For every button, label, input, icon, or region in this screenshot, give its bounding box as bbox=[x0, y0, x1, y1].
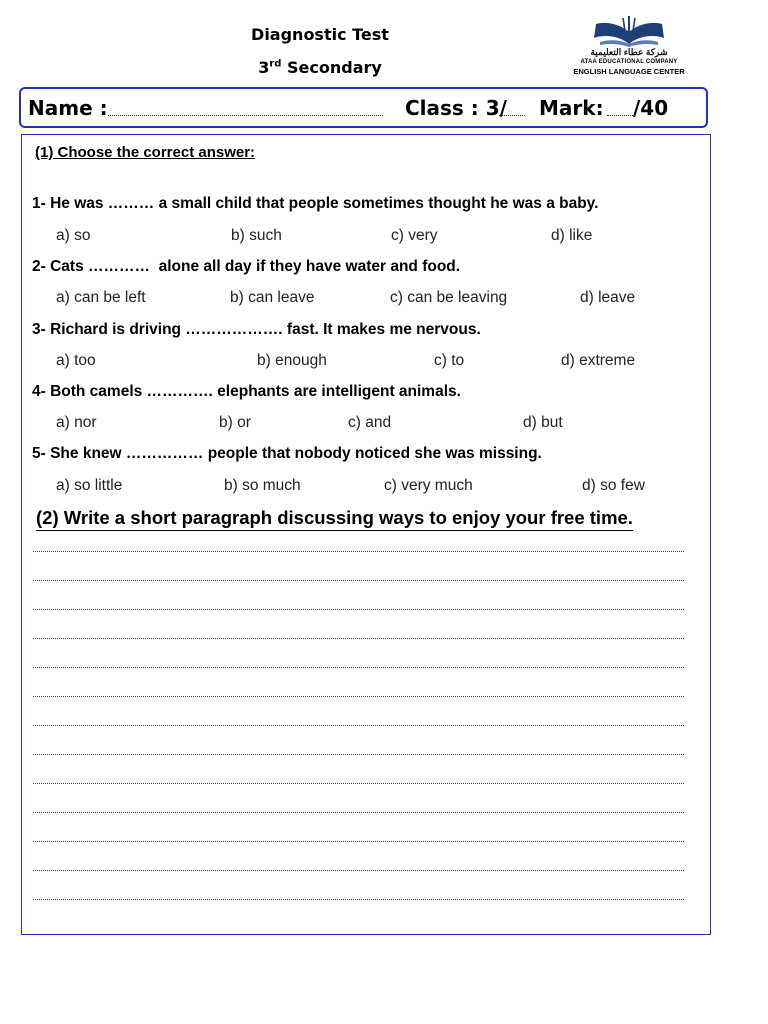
q3-option-c[interactable]: c) to bbox=[434, 352, 465, 369]
q4-option-b[interactable]: b) or bbox=[219, 414, 251, 431]
q5-option-d[interactable]: d) so few bbox=[582, 477, 645, 494]
writing-line[interactable] bbox=[33, 783, 684, 784]
writing-line[interactable] bbox=[33, 754, 684, 755]
question-3: 3- Richard is driving ………………. fast. It makes me nervous. bbox=[32, 321, 481, 338]
q4-option-c[interactable]: c) and bbox=[348, 414, 392, 431]
class-field[interactable] bbox=[499, 115, 525, 116]
q1-option-c[interactable]: c) very bbox=[391, 227, 438, 244]
mark-label: Mark: bbox=[539, 96, 604, 120]
writing-line[interactable] bbox=[33, 580, 684, 581]
grade-suffix: rd bbox=[269, 58, 282, 70]
q1-option-a[interactable]: a) so bbox=[56, 227, 91, 244]
q3-option-a[interactable]: a) too bbox=[56, 352, 96, 369]
test-content-box bbox=[21, 134, 711, 935]
writing-line[interactable] bbox=[33, 725, 684, 726]
section1-heading: (1) Choose the correct answer: bbox=[35, 144, 256, 161]
writing-line[interactable] bbox=[33, 609, 684, 610]
logo-company-text: ATAA EDUCATIONAL COMPANY bbox=[580, 59, 678, 65]
grade-number: 3 bbox=[258, 58, 270, 77]
writing-line[interactable] bbox=[33, 899, 684, 900]
q2-option-a[interactable]: a) can be left bbox=[56, 289, 146, 306]
student-info-bar bbox=[19, 87, 708, 128]
name-label: Name : bbox=[28, 96, 108, 120]
q4-option-a[interactable]: a) nor bbox=[56, 414, 97, 431]
company-logo bbox=[572, 14, 686, 76]
test-title: Diagnostic Test bbox=[251, 25, 389, 44]
section2-heading: (2) Write a short paragraph discussing ways to enjoy your free time. bbox=[36, 507, 633, 531]
question-2: 2- Cats ………… alone all day if they have water and food. bbox=[32, 258, 461, 275]
question-5: 5- She knew …………… people that nobody noticed she was missing. bbox=[32, 445, 542, 462]
grade-word: Secondary bbox=[287, 58, 382, 77]
q2-option-d[interactable]: d) leave bbox=[580, 289, 636, 306]
logo-arabic-text: شركة عطاء التعليمية bbox=[590, 47, 668, 57]
writing-line[interactable] bbox=[33, 696, 684, 697]
class-label: Class : 3/ bbox=[405, 96, 507, 120]
grade-title bbox=[0, 58, 640, 77]
q3-option-d[interactable]: d) extreme bbox=[561, 352, 636, 369]
logo-center-text: ENGLISH LANGUAGE CENTER bbox=[573, 67, 685, 76]
q3-option-b[interactable]: b) enough bbox=[257, 352, 327, 369]
name-field[interactable] bbox=[108, 115, 383, 116]
q2-option-b[interactable]: b) can leave bbox=[230, 289, 315, 306]
q1-option-b[interactable]: b) such bbox=[231, 227, 282, 244]
question-1: 1- He was ……… a small child that people sometimes thought he was a baby. bbox=[32, 195, 599, 212]
open-book-icon bbox=[590, 14, 668, 48]
writing-line[interactable] bbox=[33, 667, 684, 668]
writing-line[interactable] bbox=[33, 870, 684, 871]
q4-option-d[interactable]: d) but bbox=[523, 414, 563, 431]
q2-option-c[interactable]: c) can be leaving bbox=[390, 289, 508, 306]
q5-option-b[interactable]: b) so much bbox=[224, 477, 301, 494]
q5-option-c[interactable]: c) very much bbox=[384, 477, 473, 494]
q1-option-d[interactable]: d) like bbox=[551, 227, 593, 244]
mark-total: /40 bbox=[633, 96, 669, 120]
writing-line[interactable] bbox=[33, 551, 684, 552]
question-4: 4- Both camels …………. elephants are intelligent animals. bbox=[32, 383, 461, 400]
writing-line[interactable] bbox=[33, 638, 684, 639]
writing-line[interactable] bbox=[33, 812, 684, 813]
writing-line[interactable] bbox=[33, 841, 684, 842]
mark-field[interactable] bbox=[607, 115, 633, 116]
q5-option-a[interactable]: a) so little bbox=[56, 477, 123, 494]
